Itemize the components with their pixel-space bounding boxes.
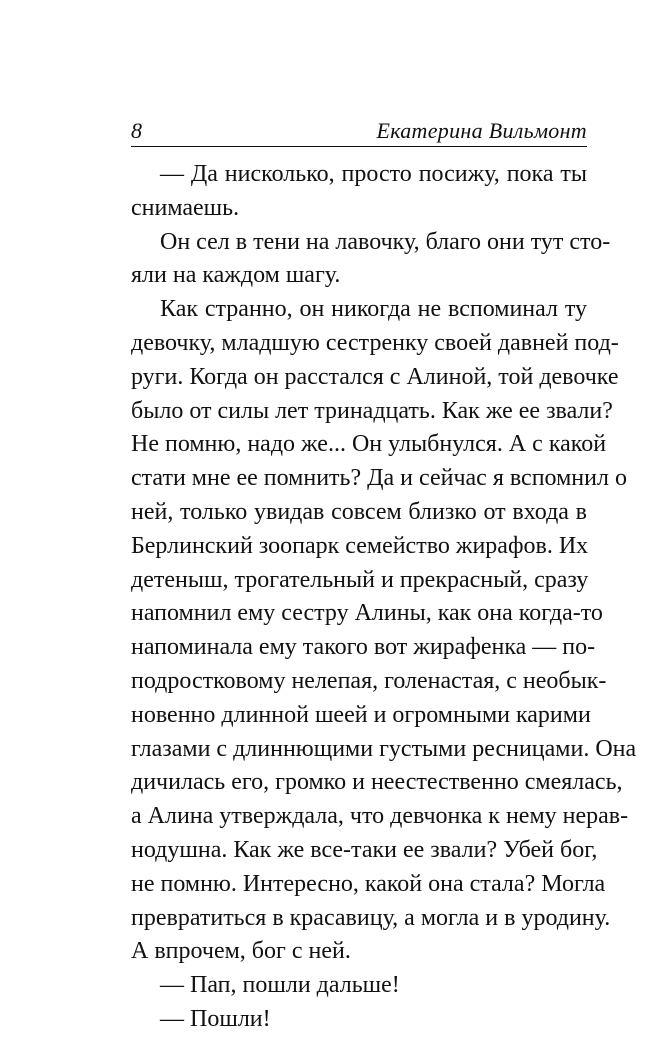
text-line: напомнил ему сестру Алины, как она когда-то	[131, 600, 603, 627]
text-line: нодушна. Как же все-таки ее звали? Убей бог,	[131, 836, 598, 863]
text-line: детеныш, трогательный и прекрасный, сразу	[131, 566, 589, 593]
text-line: напоминала ему такого вот жирафенка — по-	[131, 634, 596, 661]
text-line: Он сел в тени на лавочку, благо они тут сто-	[160, 228, 611, 255]
text-line: глазами с длиннющими густыми ресницами. Она	[131, 735, 637, 762]
text-line: дичилась его, громко и неестественно смеялась,	[131, 769, 623, 796]
text-line: ней, только увидав совсем близко от входа в	[131, 498, 587, 525]
text-line: стати мне ее помнить? Да и сейчас я вспомнил о	[131, 465, 627, 492]
text-line: Берлинский зоопарк семейство жирафов. Их	[131, 532, 589, 559]
text-line: Не помню, надо же... Он улыбнулся. А с какой	[131, 431, 607, 458]
text-line: девочку, младшую сестренку своей давней под-	[131, 329, 619, 356]
text-line: Как странно, он никогда не вспоминал ту	[160, 296, 587, 323]
text-line: превратиться в красавицу, а могла и в уродину.	[131, 904, 611, 931]
text-line: руги. Когда он расстался с Алиной, той девочке	[131, 363, 619, 390]
text-line: — Да нисколько, просто посижу, пока ты	[160, 161, 587, 187]
text-line: новенно длинной шеей и огромными карими	[131, 701, 591, 728]
text-line: не помню. Интересно, какой она стала? Могла	[131, 870, 606, 897]
text-line: было от силы лет тринадцать. Как же ее звали?	[131, 397, 613, 424]
header-rule	[131, 146, 587, 147]
body-text	[131, 158, 637, 1037]
page-number: 8	[131, 118, 142, 143]
text-line: — Пошли!	[160, 1005, 271, 1032]
text-line: снимаешь.	[131, 194, 240, 221]
text-line: подростковому нелепая, голенастая, с необык-	[131, 667, 607, 694]
text-line: а Алина утверждала, что девчонка к нему нерав-	[131, 803, 629, 830]
text-line: яли на каждом шагу.	[131, 262, 341, 289]
running-header	[131, 112, 587, 146]
running-title: Екатерина Вильмонт	[376, 118, 587, 143]
text-line: — Пап, пошли дальше!	[160, 972, 400, 999]
text-line: А впрочем, бог с ней.	[131, 938, 351, 965]
